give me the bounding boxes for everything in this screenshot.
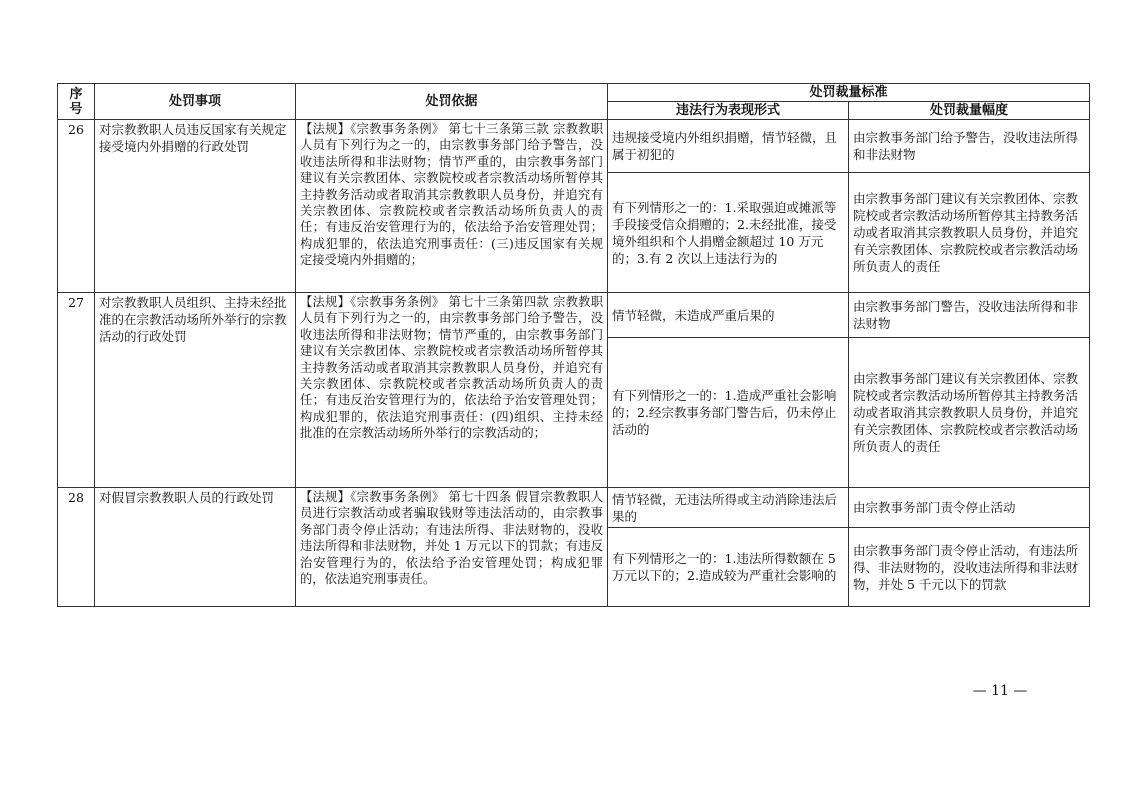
row-basis: 【法规】《宗教事务条例》 第七十三条第三款 宗教教职人员有下列行为之一的，由宗教事务部门给予警告，没收违法所得和非法财物；情节严重的，由宗教事务部门建议有关宗教团体、宗教院校或者宗教活动场所暂停其主持教务活动或者取消其宗教教职人员身份，并追究有关宗教团体、宗教院校或者宗教活动场所负责人的责任；有违反治安管理行为的，依法给予治安管理处罚；构成犯罪的，依法追究刑事责任：(三)违反国家有关规定接受境内外捐赠的；	[296, 120, 608, 293]
table-row	[58, 488, 1090, 528]
row-basis: 【法规】《宗教事务条例》 第七十三条第四款 宗教教职人员有下列行为之一的，由宗教事务部门给予警告，没收违法所得和非法财物；情节严重的，由宗教事务部门建议有关宗教团体、宗教院校或者宗教活动场所暂停其主持教务活动或者取消其宗教教职人员身份，并追究有关宗教团体、宗教院校或者宗教活动场所负责人的责任；有违反治安管理行为的，依法给予治安管理处罚；构成犯罪的，依法追究刑事责任：(四)组织、主持未经批准的在宗教活动场所外举行的宗教活动的；	[296, 293, 608, 488]
row-range: 由宗教事务部门建议有关宗教团体、宗教院校或者宗教活动场所暂停其主持教务活动或者取消其宗教教职人员身份，并追究有关宗教团体、宗教院校或者宗教活动场所负责人的责任	[849, 338, 1090, 488]
header-form: 违法行为表现形式	[608, 102, 849, 120]
row-form: 有下列情形之一的：1.采取强迫或摊派等手段接受信众捐赠的；2.未经批准，接受境外组织和个人捐赠金额超过 10 万元的；3.有 2 次以上违法行为的	[608, 173, 849, 293]
row-seq: 28	[58, 488, 95, 607]
row-range: 由宗教事务部门警告，没收违法所得和非法财物	[849, 293, 1090, 338]
table-row	[58, 293, 1090, 338]
page-number: — 11 —	[972, 683, 1028, 699]
header-standard: 处罚裁量标准	[608, 84, 1090, 102]
header-basis: 处罚依据	[296, 84, 608, 120]
header-seq: 序 号	[58, 84, 95, 120]
penalty-table	[57, 83, 1090, 607]
row-item: 对宗教教职人员组织、主持未经批准的在宗教活动场所外举行的宗教活动的行政处罚	[95, 293, 296, 488]
row-item: 对假冒宗教教职人员的行政处罚	[95, 488, 296, 607]
row-form: 有下列情形之一的：1.违法所得数额在 5 万元以下的；2.造成较为严重社会影响的	[608, 528, 849, 607]
row-seq: 27	[58, 293, 95, 488]
header-item: 处罚事项	[95, 84, 296, 120]
row-range: 由宗教事务部门责令停止活动，有违法所得、非法财物的，没收违法所得和非法财物，并处 5 千元以下的罚款	[849, 528, 1090, 607]
row-seq: 26	[58, 120, 95, 293]
row-basis: 【法规】《宗教事务条例》 第七十四条 假冒宗教教职人员进行宗教活动或者骗取钱财等违法活动的，由宗教事务部门责令停止活动；有违法所得、非法财物的，没收违法所得和非法财物，并处 1 万元以下的罚款；有违反治安管理行为的，依法给予治安管理处罚；构成犯罪的，依法追究刑事责任。	[296, 488, 608, 607]
row-item: 对宗教教职人员违反国家有关规定接受境内外捐赠的行政处罚	[95, 120, 296, 293]
row-range: 由宗教事务部门给予警告，没收违法所得和非法财物	[849, 120, 1090, 173]
row-form: 情节轻微，无违法所得或主动消除违法后果的	[608, 488, 849, 528]
row-form: 违规接受境内外组织捐赠，情节轻微，且属于初犯的	[608, 120, 849, 173]
header-range: 处罚裁量幅度	[849, 102, 1090, 120]
row-range: 由宗教事务部门责令停止活动	[849, 488, 1090, 528]
row-form: 情节轻微，未造成严重后果的	[608, 293, 849, 338]
row-range: 由宗教事务部门建议有关宗教团体、宗教院校或者宗教活动场所暂停其主持教务活动或者取消其宗教教职人员身份，并追究有关宗教团体、宗教院校或者宗教活动场所负责人的责任	[849, 173, 1090, 293]
table-row	[58, 120, 1090, 173]
row-form: 有下列情形之一的：1.造成严重社会影响的；2.经宗教事务部门警告后，仍未停止活动的	[608, 338, 849, 488]
